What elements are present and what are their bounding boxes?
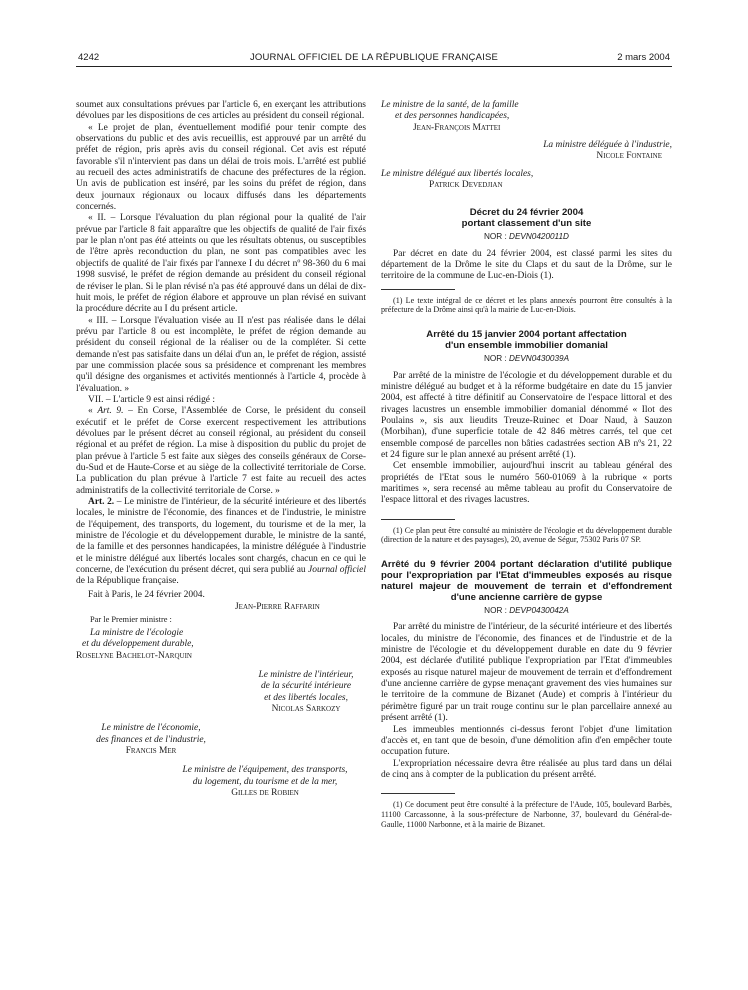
signatory-name: Jean-François Mattei [413, 122, 501, 133]
signatory-title: et du développement durable, [82, 639, 194, 650]
arrete-title: d'un ensemble immobilier domanial [445, 340, 608, 352]
paragraph: VII. – L'article 9 est ainsi rédigé : [88, 394, 215, 405]
signature-libertes [381, 169, 672, 192]
signatory-name: Patrick Devedjian [429, 180, 503, 191]
signatory-title: La ministre déléguée à l'industrie, [543, 140, 672, 151]
signature-sante [381, 100, 672, 134]
nor-reference [381, 353, 672, 364]
footnote: (1) Ce document peut être consulté à la préfecture de l'Aude, 105, boulevard Barbès, 11100 Carcassonne, à la sous-préfecture de Narbonne, 37, boulevard du Général-de-Gaulle, 11000 Narbonne, et à la mairie de Bizanet. [381, 800, 672, 829]
article-text: – Le ministre de l'intérieur, de la sécurité intérieure et des libertés locales, le ministre de l'économie, des finances et de l'industrie, le ministre de l'équipement, des transports, du logement, du tourisme et de la mer, la ministre de l'écologie et du développement durable, le ministre de la santé, de la famille et des personnes handicapées, la ministre déléguée à l'industrie et le ministre délégué aux libertés locales sont chargés, chacun en ce qui le concerne, de l'exécution du présent décret, qui sera publié au [76, 497, 367, 576]
nor-label: NOR : [484, 232, 507, 242]
left-column [76, 100, 366, 799]
signatory-name: Nicole Fontaine [596, 151, 662, 162]
right-column [381, 100, 672, 829]
signatory-title: des finances et de l'industrie, [96, 734, 206, 745]
signature-interieur [76, 670, 366, 715]
signatory-title: du logement, du tourisme et de la mer, [192, 776, 338, 787]
signature-industrie [381, 140, 672, 163]
paragraph: L'expropriation nécessaire devra être réalisée au plus tard dans un délai de cinq ans à compter de la publication du présent arrêté. [381, 758, 672, 780]
journal-reference: Journal officiel [308, 565, 366, 576]
done-at: Fait à Paris, le 24 février 2004. [88, 589, 205, 600]
nor-reference [381, 231, 672, 242]
article-2-paragraph [76, 497, 366, 588]
signatory-title: Le ministre de l'intérieur, [258, 669, 354, 680]
footnote: (1) Ce plan peut être consulté au ministère de l'écologie et du développement durable (direction de la nature et des paysages), 20, avenue de Ségur, 75302 Paris 07 SP. [381, 525, 672, 545]
signatory-title: La ministre de l'écologie [90, 627, 184, 638]
quote-mark: « [88, 406, 98, 417]
arrete-utilite-publique [381, 559, 672, 829]
signatory-title: Le ministre délégué aux libertés locales, [381, 168, 534, 179]
nor-label: NOR : [483, 354, 507, 364]
signatory-title: Le ministre de l'équipement, des transports, [182, 765, 348, 776]
arrete-title: Arrêté du 9 février 2004 portant déclaration d'utilité publique pour l'expropriation par l'Etat d'immeubles exposés au risque naturel majeur de mouvement de terrain et d'effondrement d'une ancienne carrière de gypse [381, 559, 672, 604]
signature-ecologie [76, 628, 366, 662]
nor-code: DEVP0430042A [509, 606, 569, 616]
article-text: – En Corse, l'Assemblée de Corse, le président du conseil exécutif et le préfet de Corse exercent respectivement les attributions dévolues par le présent décret au conseil régional, au président du conseil régional et au préfet de région. La mise à disposition du public du projet de plan prévue à l'article 5 est faite aux sièges des conseils généraux de Corse-du-Sud et de Haute-Corse et au siège de la collectivité territoriale de Corse. La publication du plan prévue à l'article 7 est faite au recueil des actes administratifs de la collectivité territoriale de Corse. » [76, 406, 367, 496]
article-label: Art. 2. [88, 497, 115, 508]
signatory-name: Jean-Pierre Raffarin [235, 602, 320, 613]
paragraph: Les immeubles mentionnés ci-dessus feront l'objet d'une limitation d'accès et, en tant que de besoin, d'une démolition afin d'en empêcher toute occupation future. [381, 724, 672, 758]
footnote-rule [381, 289, 455, 290]
article-text-end: de la République française. [76, 576, 179, 587]
nor-code: DEVN0420011D [509, 232, 569, 242]
paragraph: « III. – Lorsque l'évaluation visée au II n'est pas réalisée dans le délai prévu par l'article 8 ou est incomplète, le préfet de région demande au président du conseil régional de la réaliser ou de la compléter. Si cette demande n'est pas satisfaite dans un délai d'un an, le préfet de région, assisté par une commission placée sous sa présidence et comprenant les membres qu'il désigne des organismes et activités mentionnés à l'article 4, procède à l'évaluation. » [76, 315, 366, 394]
paragraph: « II. – Lorsque l'évaluation du plan régional pour la qualité de l'air prévue par l'article 8 fait apparaître que les objectifs de qualité de l'air fixés par le plan n'ont pas été atteints ou que les résultats obtenus, ou susceptibles de l'être après reconduction du plan, ne sont pas compatibles avec les objectifs de qualité de l'air fixés par l'annexe I du décret nº 98-360 du 6 mai 1998 susvisé, le préfet de région demande au président du conseil régional de réviser le plan. Si le plan révisé n'a pas été approuvé dans un délai de dix-huit mois, le préfet de région élabore et approuve un plan révisé en suivant la procédure décrite au I du présent article. [76, 213, 366, 315]
arrete-affectation [381, 329, 672, 545]
decree-classement [381, 207, 672, 315]
signatory-title: Le ministre de l'économie, [101, 723, 201, 734]
issue-date: 2 mars 2004 [617, 52, 670, 63]
decree-title: portant classement d'un site [461, 218, 592, 230]
decree-title: Décret du 24 février 2004 [469, 207, 584, 219]
footnote-rule [381, 793, 455, 794]
journal-title: JOURNAL OFFICIEL DE LA RÉPUBLIQUE FRANÇAISE [249, 52, 499, 63]
signatory-title: de la sécurité intérieure [260, 681, 352, 692]
paragraph: soumet aux consultations prévues par l'article 6, en exerçant les attributions dévolues par les dispositions de ces articles au président du conseil régional. [76, 100, 366, 122]
paragraph: Par décret en date du 24 février 2004, est classé parmi les sites du département de la Drôme le site du Claps et du saut de la Drôme, sur le territoire de la commune de Luc-en-Diois (1). [381, 248, 672, 282]
nor-reference [381, 605, 672, 616]
signatory-name: Francis Mer [125, 745, 177, 756]
footnote: (1) Le texte intégral de ce décret et les plans annexés pourront être consultés à la préfecture de la Drôme ainsi qu'à la mairie de Luc-en-Diois. [381, 295, 672, 315]
page-number: 4242 [78, 52, 100, 63]
paragraph: Par arrêté de la ministre de l'écologie et du développement durable et du ministre délégué au budget et à la réforme budgétaire en date du 15 janvier 2004, est affecté à titre définitif au Conservatoire de l'espace littoral et des rivages lacustres un ensemble immobilier domanial dénommé « Ilot des Poulains », sis aux lieudits Treuze-Ruinec et Doar Naud, à Sauzon (Morbihan), d'une superficie totale de 42 846 mètres carrés, tel que cet ensemble composé de parcelles non bâties cadastrées section AB nºs 21, 22 et 24 figure sur le plan annexé au présent arrêté (1). [381, 370, 672, 460]
article-9-paragraph [76, 406, 366, 497]
signatory-name: Roselyne Bachelot-Narquin [76, 650, 192, 661]
article-label: Art. 9. [97, 406, 124, 417]
paragraph: Par arrêté du ministre de l'intérieur, de la sécurité intérieure et des libertés locales, du ministre de l'économie, des finances et de l'industrie et de la ministre de l'écologie et du développement durable en date du 9 février 2004, est déclarée d'utilité publique l'expropriation par l'Etat d'immeubles exposés au risque naturel majeur de mouvement de terrain et d'effondrement d'une ancienne carrière de gypse menaçant gravement des vies humaines sur le territoire de la commune de Bizanet (Aude) et compris à l'intérieur du périmètre figuré par un trait rouge continu sur le plan parcellaire annexé au présent arrêté (1). [381, 622, 672, 724]
signatory-title: et des personnes handicapées, [395, 111, 510, 122]
footnote-rule [381, 519, 455, 520]
par-le-premier-ministre [76, 614, 366, 625]
signature-pm [76, 602, 366, 613]
par-le-label: Par le Premier ministre : [90, 615, 172, 625]
nor-code: DEVN0430039A [508, 354, 570, 364]
signature-economie [76, 723, 226, 757]
paragraph: « Le projet de plan, éventuellement modifié pour tenir compte des observations du public et des avis recueillis, est approuvé par un arrêté du préfet de région, pris après avis du conseil régional. Cet avis est réputé favorable s'il n'intervient pas dans un délai de trois mois. L'arrêté est publié au recueil des actes administratifs de chacune des préfectures de la région. Un avis de publication est inséré, par les soins du préfet de région, dans deux journaux régionaux ou locaux diffusés dans les départements concernés. [76, 122, 366, 213]
paragraph: Cet ensemble immobilier, aujourd'hui inscrit au tableau général des propriétés de l'Etat sous le numéro 560-01069 à la rubrique « ports maritimes », sera recensé au même tableau au profit du Conservatoire de l'espace littoral et des rivages lacustres. [381, 461, 672, 506]
page-header [76, 50, 672, 67]
nor-label: NOR : [484, 606, 507, 616]
signatory-title: et des libertés locales, [264, 692, 348, 703]
signatory-title: Le ministre de la santé, de la famille [381, 100, 519, 110]
signature-equipement [76, 765, 366, 799]
arrete-title: Arrêté du 15 janvier 2004 portant affectation [426, 329, 627, 341]
signatory-name: Gilles de Robien [231, 787, 299, 798]
signatory-name: Nicolas Sarkozy [271, 703, 341, 714]
